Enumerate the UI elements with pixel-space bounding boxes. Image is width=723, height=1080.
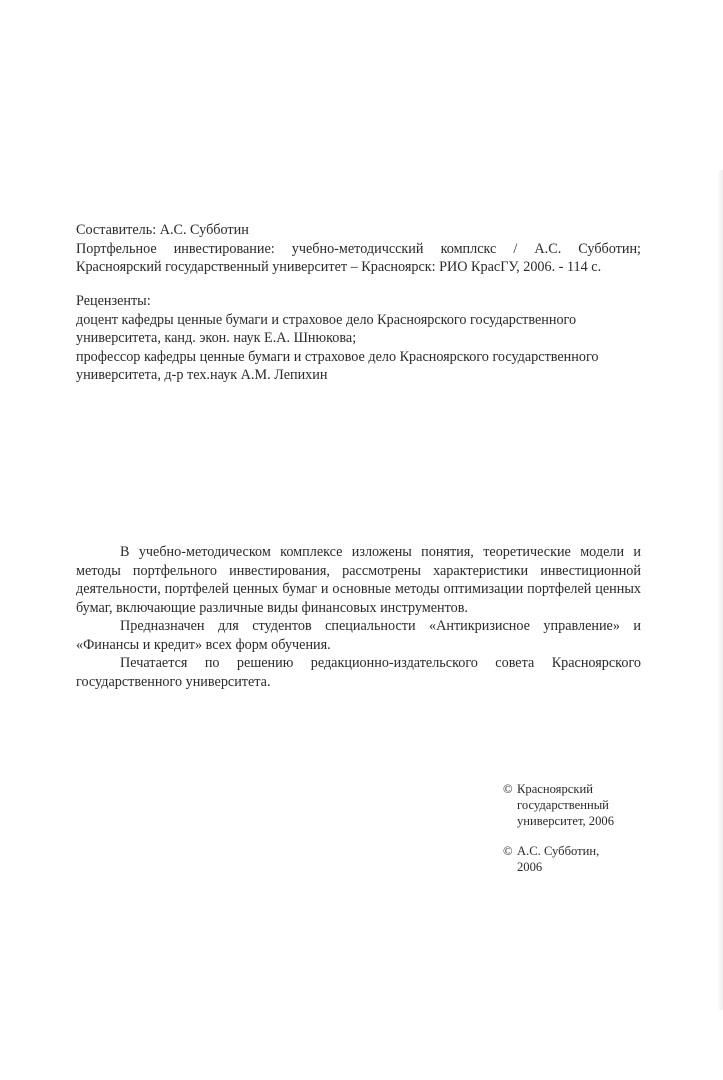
copyright-university [503, 781, 614, 829]
reviewer-line: профессор кафедры ценные бумаги и страховое дело Красноярского государственного [76, 348, 599, 365]
publication-note-paragraph: Печатается по решению редакционно-издательского совета Красноярского государственного университета. [76, 655, 641, 690]
abstract-block [76, 543, 641, 691]
copyright-symbol: © [503, 782, 513, 796]
copyright-symbol: © [503, 844, 513, 858]
audience-paragraph: Предназначен для студентов специальности «Антикризисное управление» и «Финансы и кредит» всех форм обучения. [76, 618, 641, 653]
reviewer-line: доцент кафедры ценные бумаги и страховое дело Красноярского государственного [76, 311, 577, 328]
copyright-line: Красноярский [517, 782, 593, 796]
copyright-line: университет, 2006 [517, 814, 614, 828]
scan-edge-shadow [717, 170, 723, 1010]
reviewers-heading: Рецензенты: [76, 293, 151, 309]
compiler-block [76, 221, 641, 277]
bibliographic-publisher: Красноярский государственный университет – Красноярск: РИО КрасГУ, 2006. - 114 с. [76, 259, 602, 275]
copyright-line: 2006 [517, 860, 543, 874]
reviewer-line: университета, канд. экон. наук Е.А. Шнюкова; [76, 330, 357, 346]
copyright-line: государственный [517, 798, 609, 812]
abstract-paragraph: В учебно-методическом комплексе изложены понятия, теоретические модели и методы портфельного инвестирования, рассмотрены характеристики инвестиционной деятельности, портфелей ценных бумаг и основные методы оптимизации портфелей ценных бумаг, включающие различные виды финансовых инструментов. [76, 544, 641, 616]
bibliographic-title: Портфельное инвестирование: учебно-методичсский комплскс / А.С. Субботин; [76, 240, 641, 257]
copyright-block [503, 781, 614, 889]
copyright-author [503, 843, 614, 875]
reviewers-block [76, 292, 641, 385]
reviewer-line: университета, д-р тех.наук А.М. Лепихин [76, 367, 328, 383]
compiler-line: Составитель: А.С. Субботин [76, 222, 249, 238]
copyright-line: А.С. Субботин, [517, 844, 600, 858]
